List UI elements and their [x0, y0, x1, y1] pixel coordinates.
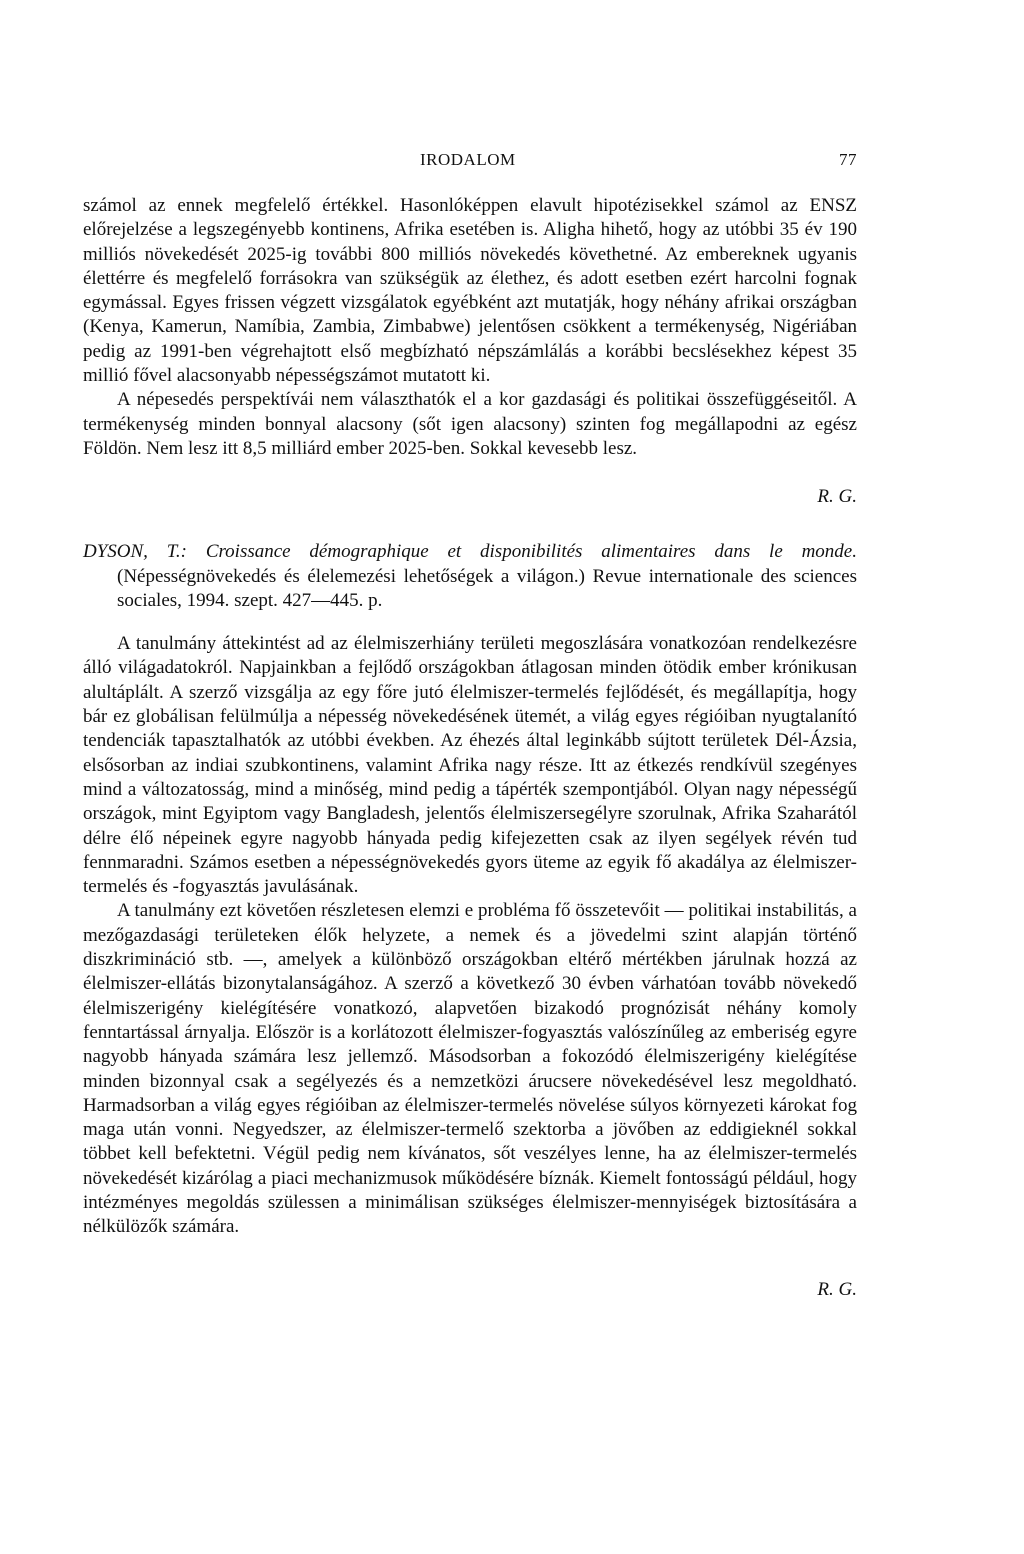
- bibliographic-citation: [83, 540, 857, 613]
- reviewer-signature: R. G.: [817, 1278, 857, 1300]
- running-header: [83, 150, 857, 174]
- document-page: [83, 150, 857, 1530]
- review-continuation: [83, 194, 857, 509]
- reviewer-signature: R. G.: [817, 486, 857, 508]
- body-paragraph: A tanulmány áttekintést ad az élelmiszerhiány területi megoszlására vonatkozóan rendelkezésre álló világadatokról. Napjainkban a fejlődő országokban átlagosan minden ötödik ember krónikusan alultáplált. A szerző vizsgálja az egy főre jutó élelmiszer-termelés fejlődését, és megállapítja, hogy bár ez globálisan felülmúlja a népesség növekedésének ütemét, a világ egyes régióiban nyugtalanító tendenciák tapasztalhatók az utóbbi években. Az éhezés által leginkább sújtott területek Dél-Ázsia, elsősorban az indiai szubkontinens, valamint Afrika nagy része. Itt az étkezés rendkívül szegényes mind a változatosság, mind a minőség, mind pedig a tápérték szempontjából. Olyan nagy népességű országok, mint Egyiptom vagy Bangladesh, jelentős élelmiszersegélyre szorulnak, Afrika Szaharától délre élő népeinek egyre nagyobb hányada pedig kifejezetten csak az ilyen segélyek révén tud fennmaradni. Számos esetben a népességnövekedés gyors üteme az egyik fő akadálya az élelmiszer-termelés és -fogyasztás javulásának.: [83, 633, 857, 898]
- citation-author: DYSON, T.:: [83, 541, 187, 563]
- body-paragraph: A tanulmány ezt követően részletesen elemzi e probléma fő összetevőit — politikai instabilitás, a mezőgazdasági területeken élők helyzete, a nemek és a jövedelmi szint alapján történő diszkrimináció stb. —, amelyek a különböző országokban eltérő mértékben járulnak hozzá az élelmiszer-ellátás bizonytalanságához. A szerző a következő 30 évben várhatóan tovább növekedő élelmiszerigény kielégítésére vonatkozó, alapvetően bizakodó prognózisát néhány komoly fenntartással árnyalja. Először is a korlátozott élelmiszer-fogyasztás valószínűleg az emberiség egyre nagyobb hányada számára lesz jellemző. Másodsorban a fokozódó élelmiszerigény kielégítése minden bizonnyal csak a segélyezés és a nemzetközi árucsere növekedésével lesz megoldható. Harmadsorban a világ egyes régióiban az élelmiszer-termelés növelése súlyos környezeti károkat fog maga után vonni. Negyedszer, az élelmiszer-termelő szektorba a jövőben az eddigieknél sokkal többet kell befektetni. Végül pedig nem kívánatos, sőt veszélyes lenne, ha az élelmiszer-termelés növekedését kizárólag a piaci mechanizmusok működésére bíznák. Kiemelt fontosságú például, hogy intézményes megoldás szülessen a minimálisan szükséges élelmiszer-mennyiségek biztosítására a nélkülözők számára.: [83, 900, 857, 1238]
- review-body: [83, 632, 857, 1301]
- citation-title: Croissance démographique et disponibilités alimentaires dans le monde.: [205, 541, 857, 563]
- citation-details: (Népességnövekedés és élelemezési lehetőségek a világon.) Revue internationale des sciences sociales, 1994. szept. 427—445. p.: [117, 565, 857, 611]
- body-paragraph: A népesedés perspektívái nem választhatók el a kor gazdasági és politikai összefüggéseitől. A termékenység minden bonnyal alacsony (sőt igen alacsony) szinten fog megállapodni az egész Földön. Nem lesz itt 8,5 milliárd ember 2025-ben. Sokkal kevesebb lesz.: [83, 389, 857, 459]
- section-title: IRODALOM: [420, 150, 516, 169]
- body-paragraph: számol az ennek megfelelő értékkel. Hasonlóképpen elavult hipotézisekkel számol az ENSZ előrejelzése a legszegényebb kontinens, Afrika esetében is. Aligha hihető, hogy az utóbbi 35 év 190 milliós növekedését 2025-ig további 800 milliós növekedés követhetné. Az embereknek ugyanis élettérre és megfelelő forrásokra van szükségük az élethez, és adott esetben ezért harcolni fognak egymással. Egyes frissen végzett vizsgálatok egyébként azt mutatják, hogy néhány afrikai országban (Kenya, Kamerun, Namíbia, Zambia, Zimbabwe) jelentősen csökkent a termékenység, Nigériában pedig az 1991-ben végrehajtott első megbízható népszámlálás a korábbi becslésekhez képest 35 millió fővel alacsonyabb népességszámot mutatott ki.: [83, 195, 857, 387]
- page-number: 77: [839, 150, 857, 169]
